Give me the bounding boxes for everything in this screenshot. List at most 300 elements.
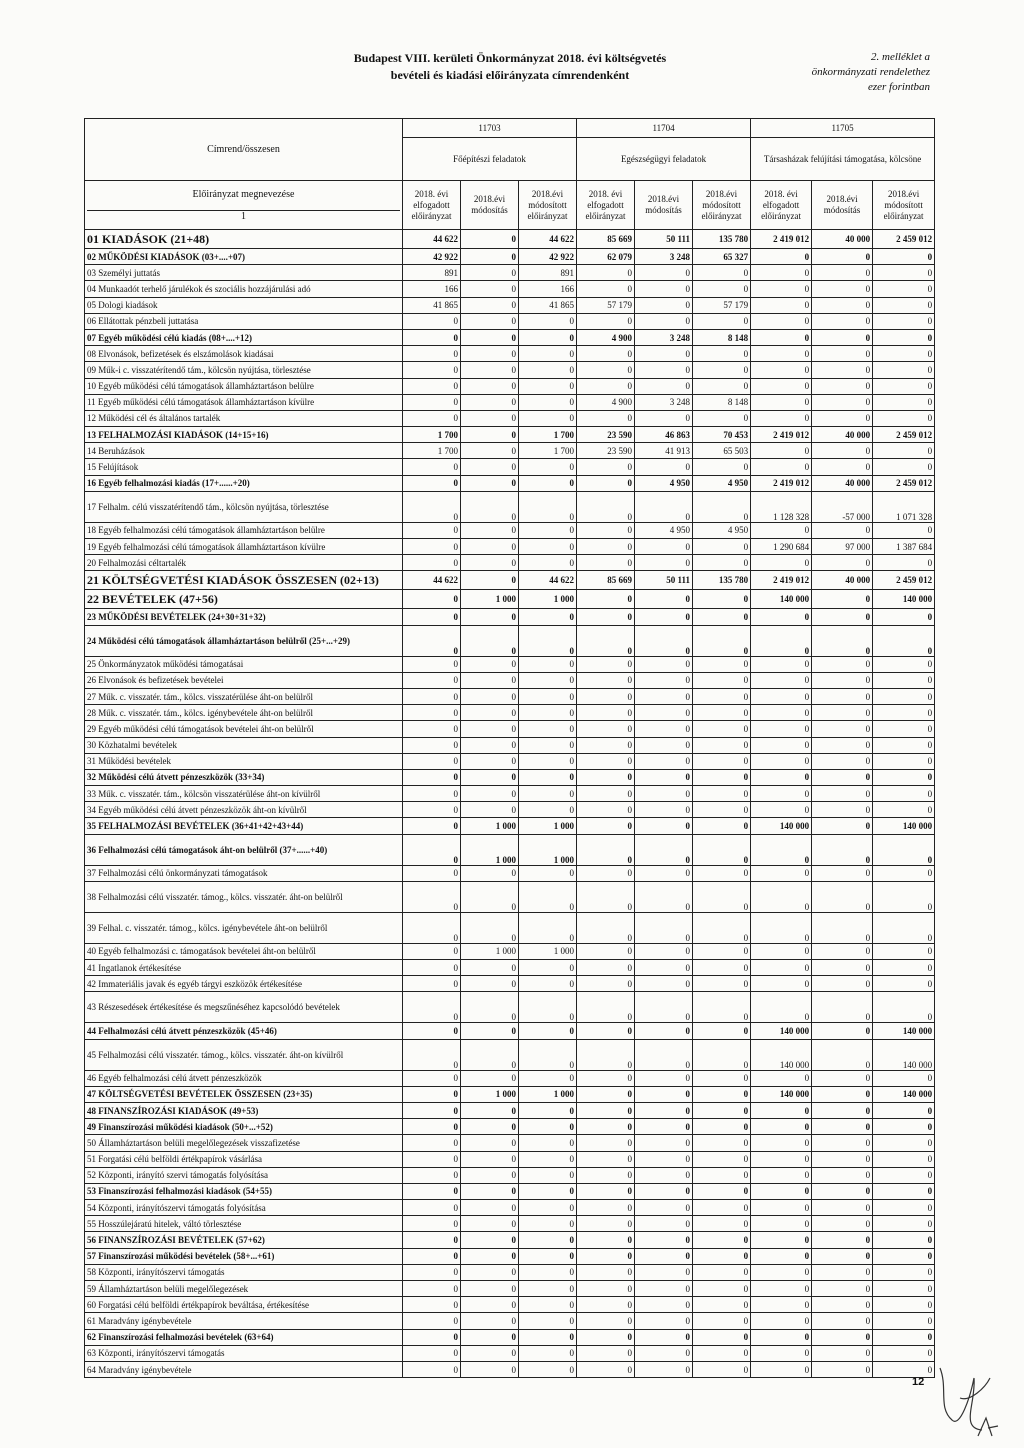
value-cell: 0: [693, 590, 751, 609]
value-cell: 140 000: [873, 818, 935, 834]
value-cell: 0: [635, 1297, 693, 1313]
value-cell: 0: [403, 1232, 461, 1248]
value-cell: 0: [519, 1039, 577, 1070]
value-cell: 0: [403, 1345, 461, 1361]
value-cell: 0: [403, 656, 461, 672]
value-cell: 0: [577, 281, 635, 297]
value-cell: 0: [812, 1151, 873, 1167]
value-cell: 0: [461, 1297, 519, 1313]
value-cell: 0: [693, 992, 751, 1023]
value-cell: 0: [403, 1070, 461, 1086]
value-cell: 0: [635, 834, 693, 865]
value-cell: 0: [693, 1248, 751, 1264]
value-cell: 0: [577, 705, 635, 721]
table-row: [85, 625, 935, 656]
table-row: [85, 230, 935, 249]
value-cell: 0: [635, 881, 693, 912]
value-cell: 0: [693, 362, 751, 378]
row-label: 30 Közhatalmi bevételek: [85, 737, 403, 753]
value-cell: 0: [693, 1281, 751, 1297]
table-row: [85, 1281, 935, 1297]
value-cell: 0: [577, 1119, 635, 1135]
value-cell: 0: [577, 1264, 635, 1280]
value-cell: 4 900: [577, 329, 635, 345]
value-cell: 0: [635, 1102, 693, 1118]
value-cell: 0: [873, 1248, 935, 1264]
value-cell: 0: [635, 1361, 693, 1377]
title-line-2: bevételi és kiadási előirányzata címrendenként: [390, 68, 630, 82]
value-cell: 0: [635, 753, 693, 769]
value-cell: 0: [812, 656, 873, 672]
value-cell: 0: [635, 976, 693, 992]
value-cell: 0: [519, 475, 577, 491]
value-cell: 0: [577, 1039, 635, 1070]
value-cell: 0: [403, 818, 461, 834]
value-cell: 0: [751, 1070, 812, 1086]
table-row: [85, 281, 935, 297]
subcolumn-header: 2018. évi elfogadott előirányzat: [403, 181, 461, 230]
row-label: 45 Felhalmozási célú visszatér. támog., kölcs. visszatér. áht-on kívülről: [85, 1039, 403, 1070]
value-cell: 0: [403, 1264, 461, 1280]
value-cell: 0: [635, 1216, 693, 1232]
table-row: [85, 609, 935, 625]
value-cell: 0: [812, 443, 873, 459]
value-cell: 0: [873, 912, 935, 943]
table-row: [85, 249, 935, 265]
value-cell: 0: [403, 753, 461, 769]
value-cell: 50 111: [635, 230, 693, 249]
value-cell: 0: [403, 912, 461, 943]
value-cell: 44 622: [519, 571, 577, 590]
value-cell: 0: [403, 705, 461, 721]
value-cell: 0: [873, 378, 935, 394]
value-cell: 70 453: [693, 427, 751, 443]
value-cell: 0: [519, 1361, 577, 1377]
value-cell: 0: [751, 992, 812, 1023]
value-cell: 0: [812, 394, 873, 410]
value-cell: 0: [693, 1345, 751, 1361]
subcolumn-header: 2018.évi módosítás: [635, 181, 693, 230]
value-cell: 0: [635, 281, 693, 297]
value-cell: 1 000: [519, 590, 577, 609]
value-cell: 0: [519, 912, 577, 943]
value-cell: 0: [461, 522, 519, 538]
row-label: 59 Államháztartáson belüli megelőlegezések: [85, 1281, 403, 1297]
table-row: [85, 1151, 935, 1167]
value-cell: 0: [635, 410, 693, 426]
value-cell: 0: [577, 943, 635, 959]
row-label: 11 Egyéb működési célú támogatások államháztartáson kívülre: [85, 394, 403, 410]
value-cell: 0: [873, 1183, 935, 1199]
value-cell: 0: [461, 1023, 519, 1039]
value-cell: 0: [577, 834, 635, 865]
value-cell: 0: [519, 1167, 577, 1183]
value-cell: 0: [577, 609, 635, 625]
table-row: [85, 394, 935, 410]
value-cell: 65 503: [693, 443, 751, 459]
value-cell: 0: [812, 818, 873, 834]
value-cell: 0: [812, 297, 873, 313]
value-cell: 0: [519, 1281, 577, 1297]
value-cell: 140 000: [751, 818, 812, 834]
value-cell: 0: [461, 737, 519, 753]
value-cell: 0: [519, 313, 577, 329]
value-cell: 0: [635, 539, 693, 555]
value-cell: 0: [693, 1151, 751, 1167]
value-cell: 2 419 012: [751, 230, 812, 249]
value-cell: 0: [461, 881, 519, 912]
value-cell: 0: [812, 912, 873, 943]
value-cell: 0: [873, 555, 935, 571]
value-cell: 0: [577, 1151, 635, 1167]
row-label: 42 Immateriális javak és egyéb tárgyi eszközök értékesítése: [85, 976, 403, 992]
value-cell: 0: [693, 625, 751, 656]
value-cell: 0: [403, 1023, 461, 1039]
value-cell: 0: [577, 491, 635, 522]
value-cell: 0: [751, 688, 812, 704]
value-cell: 0: [577, 769, 635, 785]
value-cell: 0: [751, 1200, 812, 1216]
value-cell: 0: [577, 1167, 635, 1183]
value-cell: 0: [461, 1232, 519, 1248]
value-cell: 891: [519, 265, 577, 281]
value-cell: 0: [635, 721, 693, 737]
header-row-codes: [85, 119, 935, 138]
value-cell: 1 700: [403, 443, 461, 459]
value-cell: 0: [635, 705, 693, 721]
value-cell: 0: [577, 1232, 635, 1248]
row-label: 39 Felhal. c. visszatér. támog., kölcs. igénybevétele áht-on belülről: [85, 912, 403, 943]
value-cell: 0: [751, 410, 812, 426]
value-cell: 0: [812, 313, 873, 329]
value-cell: 166: [403, 281, 461, 297]
value-cell: 0: [812, 609, 873, 625]
value-cell: 0: [635, 1023, 693, 1039]
row-label: 25 Önkormányzatok működési támogatásai: [85, 656, 403, 672]
value-cell: 0: [693, 1313, 751, 1329]
value-cell: 0: [873, 459, 935, 475]
value-cell: 140 000: [873, 1023, 935, 1039]
value-cell: 0: [693, 1264, 751, 1280]
row-label: 49 Finanszírozási működési kiadások (50+...+52): [85, 1119, 403, 1135]
table-row: [85, 834, 935, 865]
value-cell: 0: [751, 1167, 812, 1183]
row-label: 41 Ingatlanok értékesítése: [85, 960, 403, 976]
value-cell: 0: [751, 656, 812, 672]
value-cell: 0: [693, 539, 751, 555]
value-cell: 0: [873, 672, 935, 688]
row-label: 55 Hosszúlejáratú hitelek, váltó törlesztése: [85, 1216, 403, 1232]
value-cell: 0: [403, 491, 461, 522]
value-cell: 0: [751, 249, 812, 265]
value-cell: 140 000: [873, 590, 935, 609]
table-row: [85, 656, 935, 672]
value-cell: 1 000: [519, 943, 577, 959]
value-cell: 0: [403, 555, 461, 571]
table-row: [85, 1248, 935, 1264]
value-cell: 0: [635, 609, 693, 625]
value-cell: 0: [403, 802, 461, 818]
value-cell: 0: [635, 590, 693, 609]
value-cell: 0: [519, 410, 577, 426]
value-cell: 57 179: [693, 297, 751, 313]
value-cell: 0: [635, 943, 693, 959]
value-cell: 0: [519, 786, 577, 802]
value-cell: 0: [873, 297, 935, 313]
value-cell: 0: [751, 1264, 812, 1280]
value-cell: 0: [577, 1248, 635, 1264]
budget-table: [84, 118, 935, 1378]
value-cell: 0: [693, 1086, 751, 1102]
value-cell: 50 111: [635, 571, 693, 590]
value-cell: 0: [577, 378, 635, 394]
value-cell: 0: [635, 1135, 693, 1151]
page-number: 12: [912, 1376, 925, 1388]
table-row: [85, 881, 935, 912]
row-label: 16 Egyéb felhalmozási kiadás (17+......+20): [85, 475, 403, 491]
table-row: [85, 943, 935, 959]
row-label: 08 Elvonások, befizetések és elszámolások kiadásai: [85, 346, 403, 362]
value-cell: 0: [519, 459, 577, 475]
value-cell: 0: [461, 539, 519, 555]
value-cell: 44 622: [403, 230, 461, 249]
value-cell: 0: [577, 1361, 635, 1377]
table-row: [85, 1135, 935, 1151]
value-cell: 2 419 012: [751, 571, 812, 590]
table-row: [85, 313, 935, 329]
value-cell: 0: [812, 329, 873, 345]
value-cell: 0: [519, 737, 577, 753]
value-cell: 0: [812, 590, 873, 609]
value-cell: 0: [693, 656, 751, 672]
value-cell: 0: [635, 313, 693, 329]
value-cell: 0: [519, 992, 577, 1023]
value-cell: 2 419 012: [751, 475, 812, 491]
value-cell: 0: [577, 1070, 635, 1086]
value-cell: 0: [812, 737, 873, 753]
value-cell: 0: [812, 960, 873, 976]
table-row: [85, 769, 935, 785]
header-row-subcolumns: [85, 181, 935, 230]
table-row: [85, 818, 935, 834]
value-cell: 0: [693, 976, 751, 992]
value-cell: 0: [812, 281, 873, 297]
value-cell: 0: [519, 1200, 577, 1216]
value-cell: 0: [403, 1281, 461, 1297]
value-cell: 0: [873, 992, 935, 1023]
value-cell: 0: [403, 1086, 461, 1102]
value-cell: 1 071 328: [873, 491, 935, 522]
table-row: [85, 1264, 935, 1280]
value-cell: 0: [403, 834, 461, 865]
row-label: 54 Központi, irányítószervi támogatás folyósítása: [85, 1200, 403, 1216]
value-cell: 0: [635, 865, 693, 881]
table-row: [85, 705, 935, 721]
value-cell: 0: [812, 1135, 873, 1151]
row-label: 61 Maradvány igénybevétele: [85, 1313, 403, 1329]
value-cell: 0: [693, 1167, 751, 1183]
value-cell: 1 700: [519, 443, 577, 459]
value-cell: 0: [693, 1232, 751, 1248]
value-cell: 0: [577, 1135, 635, 1151]
table-row: [85, 802, 935, 818]
value-cell: 0: [873, 943, 935, 959]
value-cell: 0: [577, 976, 635, 992]
value-cell: 0: [751, 1102, 812, 1118]
row-label: 09 Műk-i c. visszatérítendő tám., kölcsön nyújtása, törlesztése: [85, 362, 403, 378]
value-cell: 1 700: [519, 427, 577, 443]
value-cell: 0: [519, 1070, 577, 1086]
value-cell: 0: [873, 249, 935, 265]
value-cell: 0: [403, 976, 461, 992]
value-cell: 0: [461, 721, 519, 737]
value-cell: 0: [403, 1329, 461, 1345]
group-name: Társasházak felújítási támogatása, kölcsöne: [751, 138, 935, 181]
annex-note-line-2: önkormányzati rendelethez: [811, 66, 930, 78]
value-cell: 0: [461, 960, 519, 976]
value-cell: 0: [577, 1102, 635, 1118]
value-cell: 0: [812, 786, 873, 802]
value-cell: 0: [519, 1183, 577, 1199]
table-row: [85, 688, 935, 704]
value-cell: 0: [461, 976, 519, 992]
value-cell: 2 459 012: [873, 427, 935, 443]
row-label: 58 Központi, irányítószervi támogatás: [85, 1264, 403, 1280]
value-cell: 0: [873, 346, 935, 362]
table-row: [85, 1167, 935, 1183]
value-cell: 0: [751, 1119, 812, 1135]
value-cell: 0: [461, 230, 519, 249]
value-cell: 0: [751, 609, 812, 625]
value-cell: 1 000: [519, 818, 577, 834]
value-cell: 0: [693, 1297, 751, 1313]
value-cell: 0: [751, 1151, 812, 1167]
value-cell: 0: [751, 976, 812, 992]
value-cell: 0: [635, 672, 693, 688]
value-cell: 0: [403, 522, 461, 538]
value-cell: 0: [812, 249, 873, 265]
value-cell: 0: [403, 346, 461, 362]
value-cell: 0: [812, 881, 873, 912]
value-cell: 0: [403, 943, 461, 959]
value-cell: 0: [635, 625, 693, 656]
value-cell: 0: [873, 1264, 935, 1280]
value-cell: 0: [461, 625, 519, 656]
value-cell: 0: [577, 459, 635, 475]
row-label: 33 Műk. c. visszatér. tám., kölcsön visszatérülése áht-on kívülről: [85, 786, 403, 802]
value-cell: 0: [519, 1329, 577, 1345]
value-cell: 41 865: [403, 297, 461, 313]
value-cell: 0: [751, 1345, 812, 1361]
row-label: 53 Finanszírozási felhalmozási kiadások (54+55): [85, 1183, 403, 1199]
table-row: [85, 571, 935, 590]
value-cell: 0: [461, 1216, 519, 1232]
value-cell: 0: [461, 1345, 519, 1361]
value-cell: 23 590: [577, 427, 635, 443]
table-row: [85, 1102, 935, 1118]
value-cell: 0: [693, 881, 751, 912]
value-cell: 0: [812, 769, 873, 785]
group-code: 11703: [403, 119, 577, 138]
value-cell: 0: [635, 769, 693, 785]
value-cell: 0: [461, 265, 519, 281]
value-cell: 0: [403, 721, 461, 737]
table-row: [85, 753, 935, 769]
value-cell: 0: [751, 960, 812, 976]
value-cell: 0: [812, 1345, 873, 1361]
row-label: 01 KIADÁSOK (21+48): [85, 230, 403, 249]
value-cell: 0: [403, 313, 461, 329]
group-name: Főépítészi feladatok: [403, 138, 577, 181]
value-cell: 0: [635, 1313, 693, 1329]
row-label: 23 MŰKÖDÉSI BEVÉTELEK (24+30+31+32): [85, 609, 403, 625]
value-cell: 0: [519, 539, 577, 555]
value-cell: 140 000: [873, 1039, 935, 1070]
value-cell: 0: [635, 362, 693, 378]
value-cell: 0: [403, 394, 461, 410]
row-label: 48 FINANSZÍROZÁSI KIADÁSOK (49+53): [85, 1102, 403, 1118]
row-label: 51 Forgatási célú belföldi értékpapírok vásárlása: [85, 1151, 403, 1167]
value-cell: 3 248: [635, 329, 693, 345]
table-row: [85, 1070, 935, 1086]
table-row: [85, 1039, 935, 1070]
value-cell: 0: [812, 1361, 873, 1377]
value-cell: -57 000: [812, 491, 873, 522]
value-cell: 0: [812, 1281, 873, 1297]
value-cell: 0: [403, 362, 461, 378]
table-row: [85, 960, 935, 976]
value-cell: 0: [812, 1297, 873, 1313]
value-cell: 0: [635, 688, 693, 704]
row-label: 43 Részesedések értékesítése és megszűnéséhez kapcsolódó bevételek: [85, 992, 403, 1023]
value-cell: 0: [693, 943, 751, 959]
value-cell: 0: [812, 1023, 873, 1039]
value-cell: 0: [403, 1119, 461, 1135]
value-cell: 0: [635, 1248, 693, 1264]
value-cell: 0: [693, 491, 751, 522]
value-cell: 0: [751, 943, 812, 959]
table-row: [85, 590, 935, 609]
row-label: 40 Egyéb felhalmozási c. támogatások bevételei áht-on belülről: [85, 943, 403, 959]
value-cell: 85 669: [577, 230, 635, 249]
value-cell: 0: [577, 362, 635, 378]
table-row: [85, 1023, 935, 1039]
table-row: [85, 1216, 935, 1232]
value-cell: 0: [635, 1232, 693, 1248]
value-cell: 0: [461, 249, 519, 265]
value-cell: 0: [635, 1264, 693, 1280]
value-cell: 0: [635, 346, 693, 362]
value-cell: 0: [751, 802, 812, 818]
value-cell: 0: [577, 672, 635, 688]
value-cell: 0: [693, 1200, 751, 1216]
row-label: 14 Beruházások: [85, 443, 403, 459]
value-cell: 0: [751, 1361, 812, 1377]
table-row: [85, 346, 935, 362]
value-cell: 0: [812, 1264, 873, 1280]
value-cell: 0: [577, 912, 635, 943]
value-cell: 0: [519, 1264, 577, 1280]
value-cell: 0: [873, 1216, 935, 1232]
value-cell: 0: [751, 313, 812, 329]
value-cell: 2 459 012: [873, 475, 935, 491]
table-row: [85, 410, 935, 426]
value-cell: 0: [519, 394, 577, 410]
value-cell: 0: [519, 1232, 577, 1248]
table-row: [85, 1297, 935, 1313]
value-cell: 0: [577, 313, 635, 329]
value-cell: 0: [519, 960, 577, 976]
